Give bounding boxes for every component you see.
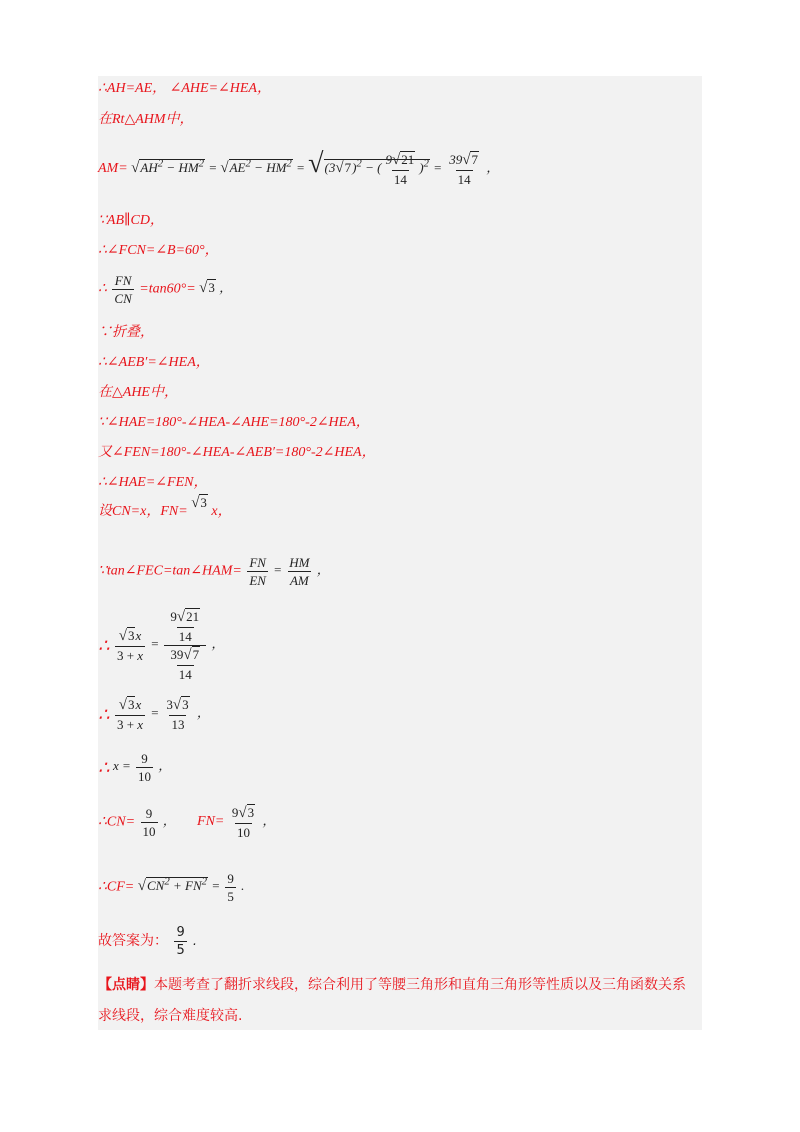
step-cf-value: ∴CF= $√CN^2 + FN^2$ = $\frac{9}{5}$ . [98, 871, 245, 904]
step-fcn-angle: ∴∠FCN=∠B=60°， [98, 243, 219, 258]
step-hae-angle: ∵∠HAE=180°-∠HEA-∠AHE=180°-2∠HEA， [98, 415, 370, 430]
step-set-cn: 设CN=x，FN= √3 x， [98, 495, 232, 519]
step-rt-ahm: 在Rt△AHM中， [98, 112, 194, 127]
step-fn-cn-ratio: ∴ $\frac{FN}{CN}$ =tan60°= √3 ， [98, 273, 233, 306]
step-am: $AM= √AH^2 - HM^2 = √AE^2 - HM^2 = √(3√7)^2$ − ( $\frac{9√21}{14}$ )$^2$ = $\frac{39√7}{14}$ ， [98, 148, 500, 187]
answer-line: 故答案为： $\frac{9}{5}$ . [98, 925, 197, 958]
step-hae-equals-fen: ∴∠HAE=∠FEN， [98, 475, 208, 490]
step-ab-parallel-cd: ∵AB∥CD， [98, 213, 164, 228]
key-point-tag: 【点睛】 [98, 977, 154, 993]
am-expression: $√AH^2 - HM^2 = √AE^2 - HM^2 = √(3√7)^2$ − ( $\frac{9√21}{14}$ )$^2$ = $\frac{39√7}{14}$ ， [131, 148, 500, 187]
step-tan-equal: ∵tan∠FEC=tan∠HAM= $\frac{FN}{EN}$ = $\frac{HM}{AM}$ ， [98, 555, 330, 588]
step-fold: ∵折叠， [98, 325, 154, 340]
step-equation-1: ∴ $\frac{√3x}{3 + x}$ = $\frac{\frac{9√21}{14}}{\frac{39√7}{14}}$ ， [98, 609, 225, 682]
key-point-note [98, 970, 698, 1032]
step-aeb-angle: ∴∠AEB′=∠HEA， [98, 355, 210, 370]
step-ah-ae: ∴AH=AE， ∠AHE=∠HEA， [98, 81, 271, 96]
key-point-text: 本题考查了翻折求线段，综合利用了等腰三角形和直角三角形等性质以及三角函数关系求线段，综合难度较高. [98, 977, 686, 1024]
step-cn-fn-values: ∴CN= $\frac{9}{10}$ ， FN= $\frac{9√3}{10}$ ， [98, 805, 276, 840]
step-fen-angle: 又∠FEN=180°-∠HEA-∠AEB′=180°-2∠HEA， [98, 445, 376, 460]
step-equation-2: ∴ $\frac{√3x}{3 + x}$ = $\frac{3√3}{13}$ ， [98, 697, 210, 732]
step-x-value: ∴ x = $\frac{9}{10}$ ， [98, 751, 172, 784]
step-triangle-ahe: 在△AHE中， [98, 385, 178, 400]
